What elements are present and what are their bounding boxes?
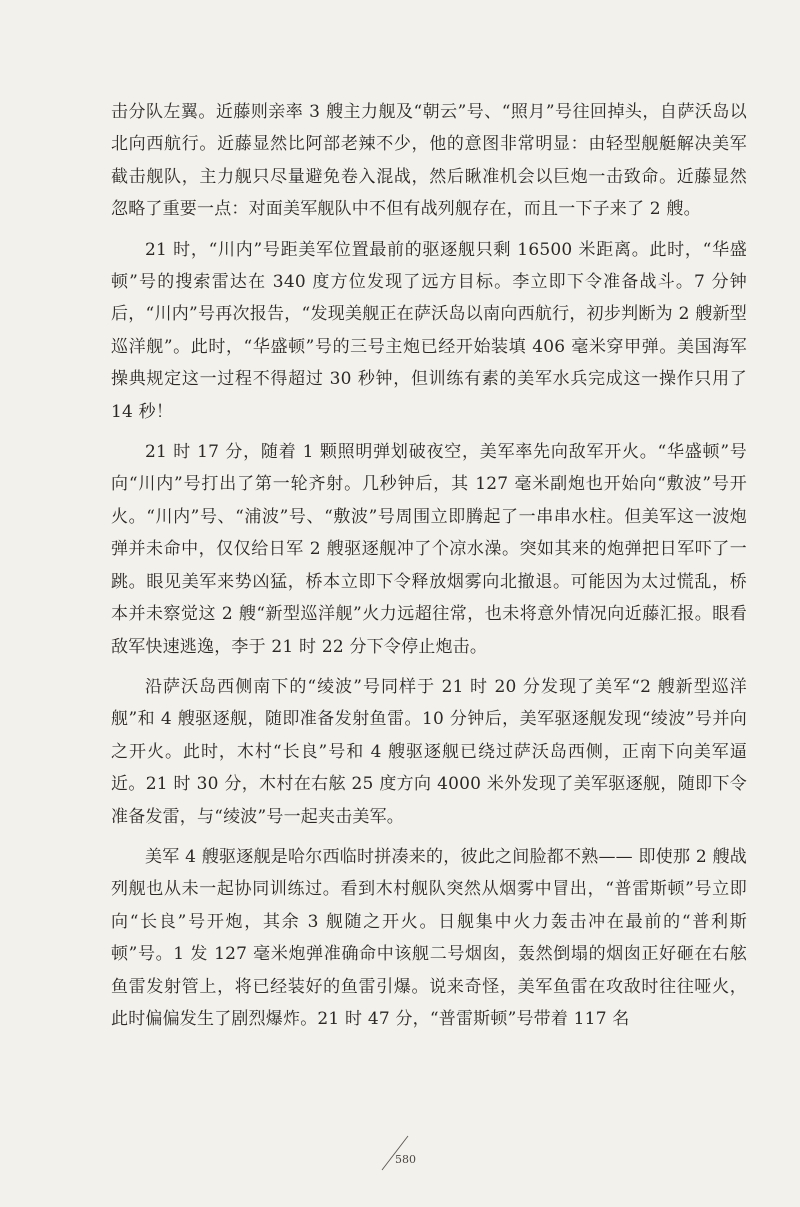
paragraph-3: 21 时 17 分，随着 1 颗照明弹划破夜空，美军率先向敌军开火。“华盛顿”号向“川内”号打出了第一轮齐射。几秒钟后，其 127 毫米副炮也开始向“敷波”号开火。“川内”号、“浦波”号、“敷波”号周围立即腾起了一串串水柱。但美军这一波炮弹并未命中，仅仅给日军 2 艘驱逐舰冲了个凉水澡。突如其来的炮弹把日军吓了一跳。眼见美军来势凶猛，桥本立即下令释放烟雾向北撤退。可能因为太过慌乱，桥本并未察觉这 2 艘“新型巡洋舰”火力远超往常，也未将意外情况向近藤汇报。眼看敌军快速逃逸，李于 21 时 22 分下令停止炮击。 (111, 442, 747, 657)
paragraph-4: 沿萨沃岛西侧南下的“绫波”号同样于 21 时 20 分发现了美军“2 艘新型巡洋舰”和 4 艘驱逐舰，随即准备发射鱼雷。10 分钟后，美军驱逐舰发现“绫波”号并向之开火。此时，木村“长良”号和 4 艘驱逐舰已绕过萨沃岛西侧，正南下向美军逼近。21 时 30 分，木村在右舷 25 度方向 4000 米外发现了美军驱逐舰，随即下令准备发雷，与“绫波”号一起夹击美军。 (111, 676, 748, 827)
paragraph-2: 21 时，“川内”号距美军位置最前的驱逐舰只剩 16500 米距离。此时，“华盛顿”号的搜索雷达在 340 度方位发现了远方目标。李立即下令准备战斗。7 分钟后，“川内”号再次报告，“发现美舰正在萨沃岛以南向西航行，初步判断为 2 艘新型巡洋舰”。此时，“华盛顿”号的三号主炮已经开始装填 406 毫米穿甲弹。美国海军操典规定这一过程不得超过 30 秒钟，但训练有素的美军水兵完成这一操作只用了 14 秒！ (111, 239, 747, 422)
paragraph-5: 美军 4 艘驱逐舰是哈尔西临时拼凑来的，彼此之间脸都不熟—— 即使那 2 艘战列舰也从未一起协同训练过。看到木村舰队突然从烟雾中冒出，“普雷斯顿”号立即向“长良”号开炮，其余 3 舰随之开火。日舰集中火力轰击冲在最前的“普利斯顿”号。1 发 127 毫米炮弹准确命中该舰二号烟囱，轰然倒塌的烟囱正好砸在右舷鱼雷发射管上，将已经装好的鱼雷引爆。说来奇怪，美军鱼雷在攻敌时往往哑火，此时偏偏发生了剧烈爆炸。21 时 47 分，“普雷斯顿”号带着 117 名 (111, 846, 747, 1029)
body-text (111, 96, 747, 1035)
paragraph-1: 击分队左翼。近藤则亲率 3 艘主力舰及“朝云”号、“照月”号往回掉头，自萨沃岛以北向西航行。近藤显然比阿部老辣不少，他的意图非常明显：由轻型舰艇解决美军截击舰队，主力舰只尽量避免卷入混战，然后瞅准机会以巨炮一击致命。近藤显然忽略了重要一点：对面美军舰队中不但有战列舰存在，而且一下子来了 2 艘。 (111, 102, 747, 220)
page-number: 580 (395, 1153, 416, 1166)
page-folio (376, 1132, 436, 1172)
folio-slash-icon (376, 1132, 416, 1172)
